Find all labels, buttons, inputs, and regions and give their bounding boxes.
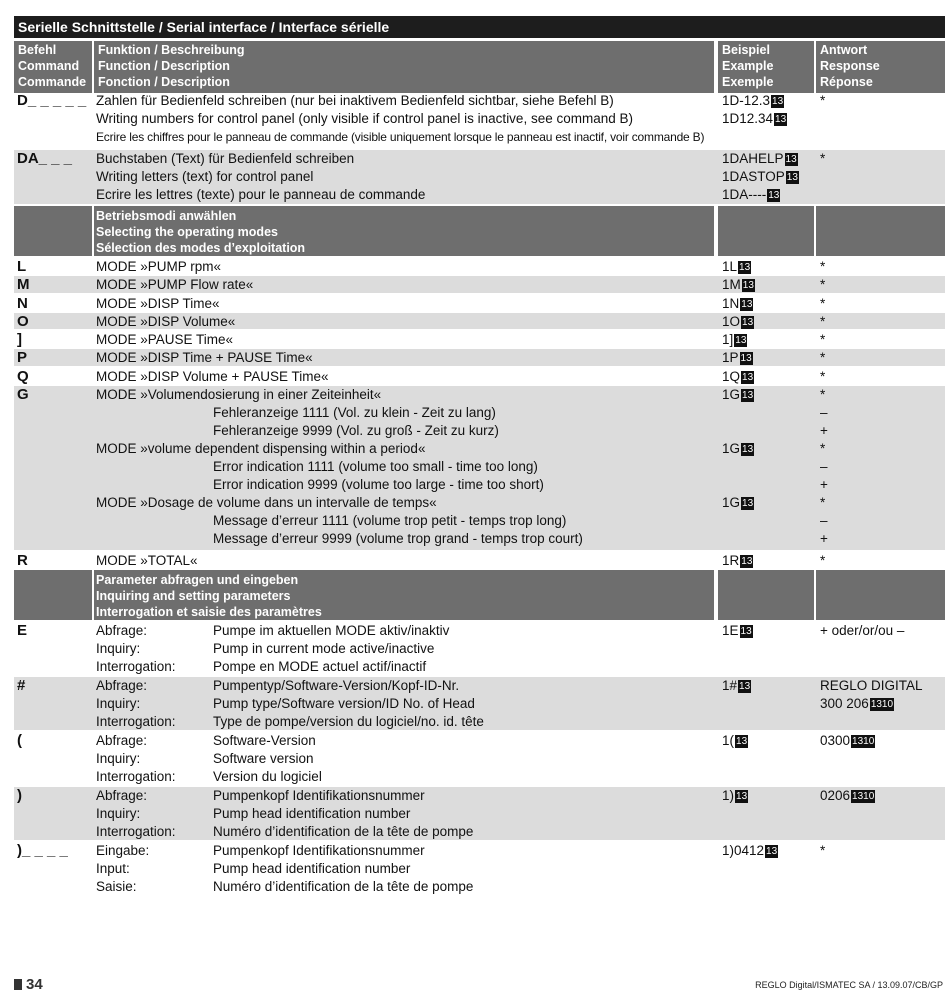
example-line — [722, 276, 817, 294]
carriage-return-symbol: 13 — [742, 371, 754, 383]
description-line: MODE »DISP Volume + PAUSE Time« — [96, 368, 329, 384]
example-text: 1) — [722, 788, 735, 804]
description-line: MODE »DISP Time« — [96, 295, 220, 311]
example-text: 1)0412 — [722, 843, 765, 859]
spacer — [722, 458, 817, 476]
mode-row-r — [14, 552, 945, 568]
response-line: * — [820, 350, 826, 366]
command-cell — [17, 368, 92, 386]
mode-row — [14, 258, 945, 274]
response-line — [820, 622, 945, 640]
parameter-line — [96, 622, 716, 640]
carriage-return-symbol: 13 — [739, 681, 751, 693]
description-line: MODE »PUMP Flow rate« — [96, 277, 254, 293]
parameter-label: Input: — [96, 861, 130, 877]
response-line: + — [820, 423, 828, 439]
example-text: 1P — [722, 350, 739, 366]
example-cell — [722, 732, 817, 750]
description-cell — [96, 331, 716, 349]
parameter-label: Interrogation: — [96, 659, 176, 675]
description-line: MODE »DISP Volume« — [96, 313, 236, 329]
command-cell — [17, 677, 92, 695]
parameter-line — [96, 860, 716, 878]
carriage-return-symbol: 13 — [735, 335, 747, 347]
carriage-return-symbol: 13 — [739, 262, 751, 273]
parameter-label: Abfrage: — [96, 733, 148, 749]
example-cell — [722, 622, 817, 640]
parameter-line — [96, 713, 716, 731]
carriage-return-symbol: 13 — [741, 298, 753, 310]
example-line — [722, 440, 817, 458]
example-cell — [722, 386, 817, 548]
example-text: 1M — [722, 277, 741, 293]
response-cell — [820, 787, 945, 805]
description-cell — [96, 295, 716, 313]
command-code: L — [17, 258, 27, 275]
response-cell — [820, 258, 945, 276]
error-indication-line: Fehleranzeige 1111 (Vol. zu klein - Zeit zu lang) — [213, 405, 496, 421]
parameter-line — [96, 805, 716, 823]
parameter-text: Software version — [213, 751, 314, 767]
example-text: 1G — [722, 387, 741, 403]
parameter-row — [14, 842, 945, 895]
example-line — [722, 258, 817, 276]
example-cell — [722, 92, 817, 128]
response-line: – — [820, 405, 828, 421]
description-cell — [96, 349, 716, 367]
description-cell — [96, 386, 716, 548]
parameter-line — [96, 677, 716, 695]
command-code: D_ _ _ _ _ — [17, 92, 87, 109]
response-cell — [820, 677, 945, 713]
section-gray — [718, 570, 814, 620]
command-code: ) — [17, 787, 22, 805]
command-cell — [17, 150, 92, 168]
parameter-text: Software-Version — [213, 733, 316, 749]
example-line — [722, 494, 817, 512]
error-indication-line: Fehleranzeige 9999 (Vol. zu groß - Zeit zu kurz) — [213, 423, 499, 439]
parameter-line — [96, 750, 716, 768]
carriage-return-symbol: 13 — [766, 846, 778, 858]
parameter-line — [96, 878, 716, 896]
section-title-line: Betriebsmodi anwählen — [96, 209, 237, 223]
carriage-return-symbol: 13 — [775, 114, 787, 125]
example-cell — [722, 331, 817, 349]
header-response: Antwort Response Réponse — [816, 41, 945, 93]
parameter-line — [96, 658, 716, 676]
command-cell — [17, 842, 92, 860]
description-cell — [96, 787, 716, 841]
example-cell — [722, 276, 817, 294]
section-title-line: Inquiring and setting parameters — [96, 589, 291, 604]
response-line: * — [820, 368, 826, 384]
example-line — [722, 331, 817, 349]
parameter-label: Saisie: — [96, 879, 137, 895]
response-text: 0300 — [820, 733, 851, 749]
description-cell — [96, 552, 716, 570]
example-line — [722, 842, 817, 860]
response-line: * — [820, 93, 826, 108]
section-operating-modes — [14, 206, 945, 256]
example-line — [722, 92, 817, 110]
command-cell — [17, 313, 92, 331]
response-line — [820, 842, 945, 860]
example-line — [722, 732, 817, 750]
carriage-return-symbol: 13 — [786, 172, 798, 183]
response-cell — [820, 295, 945, 313]
description-line: Ecrire les chiffres pour le panneau de commande (visible uniquement lorsque le panneau est inactif, voir commande B) — [96, 130, 705, 144]
description-line: MODE »TOTAL« — [96, 553, 198, 569]
response-line — [820, 677, 945, 695]
carriage-return-symbol: 13 — [736, 736, 748, 748]
description-line: Buchstaben (Text) für Bedienfeld schreiben — [96, 151, 355, 166]
description-line: Zahlen für Bedienfeld schreiben (nur bei inaktivem Bedienfeld sichtbar, siehe Befehl B) — [96, 93, 614, 108]
response-cell — [820, 732, 945, 750]
section-title-line: Selecting the operating modes — [96, 225, 278, 239]
parameter-text: Pump type/Software version/ID No. of Head — [213, 696, 475, 712]
parameter-label: Interrogation: — [96, 769, 176, 785]
parameter-line — [96, 695, 716, 713]
example-text: 1D12.34 — [722, 111, 774, 126]
example-line — [722, 186, 817, 204]
command-cell — [17, 331, 92, 349]
example-text: 1O — [722, 313, 741, 329]
parameter-label: Abfrage: — [96, 678, 148, 694]
parameter-row — [14, 732, 945, 785]
section-gray — [718, 206, 814, 256]
parameter-line — [96, 640, 716, 658]
command-code: O — [17, 312, 29, 330]
response-cell — [820, 276, 945, 294]
description-line: MODE »PAUSE Time« — [96, 332, 234, 348]
description-cell — [96, 622, 716, 676]
section-title-line: Parameter abfragen und eingeben — [96, 573, 299, 588]
response-line: * — [820, 313, 826, 329]
mode-row-g — [14, 386, 945, 550]
parameter-text: Numéro d’identification de la tête de pompe — [213, 824, 474, 840]
description-line: MODE »Volumendosierung in einer Zeiteinheit« — [96, 387, 382, 403]
response-cell — [820, 622, 945, 640]
carriage-return-symbol: 1310 — [852, 736, 875, 748]
example-line — [722, 368, 817, 386]
mode-row — [14, 313, 945, 329]
example-text: 1D-12.3 — [722, 93, 771, 108]
example-line — [722, 787, 817, 805]
description-cell — [96, 842, 716, 896]
response-cell — [820, 842, 945, 860]
command-cell — [17, 92, 92, 110]
parameter-row — [14, 622, 945, 675]
command-code: ] — [17, 331, 22, 349]
parameter-line — [96, 768, 716, 786]
response-text: 300 206 — [820, 696, 869, 712]
description-cell — [96, 150, 716, 204]
header-example: Beispiel Example Exemple — [718, 41, 814, 93]
command-code: # — [17, 677, 26, 695]
table-body — [14, 92, 945, 895]
command-cell — [17, 276, 92, 294]
example-cell — [722, 349, 817, 367]
example-text: 1( — [722, 733, 735, 749]
example-text: 1Q — [722, 368, 741, 384]
response-cell — [820, 92, 945, 110]
parameter-text: Pump head identification number — [213, 806, 411, 822]
example-line — [722, 552, 817, 570]
carriage-return-symbol: 13 — [785, 154, 797, 165]
example-cell — [722, 258, 817, 276]
parameter-label: Interrogation: — [96, 824, 176, 840]
response-line: + — [820, 477, 828, 493]
spacer — [722, 530, 817, 548]
spacer — [722, 422, 817, 440]
table-header — [14, 38, 945, 90]
parameter-line — [96, 842, 716, 860]
response-cell — [820, 349, 945, 367]
response-line: * — [820, 332, 826, 348]
response-text: 0206 — [820, 788, 851, 804]
carriage-return-symbol: 13 — [736, 791, 748, 803]
example-text: 1DASTOP — [722, 169, 785, 184]
parameter-text: Type de pompe/version du logiciel/no. id. tête — [213, 714, 484, 730]
response-cell — [820, 331, 945, 349]
description-line: MODE »PUMP rpm« — [96, 259, 222, 274]
response-text: REGLO DIGITAL — [820, 678, 923, 694]
response-line: * — [820, 295, 826, 311]
parameter-text: Pumpenkopf Identifikationsnummer — [213, 788, 425, 804]
example-line — [722, 168, 817, 186]
command-cell — [17, 732, 92, 750]
example-cell — [722, 552, 817, 570]
carriage-return-symbol: 13 — [740, 353, 752, 365]
carriage-return-symbol: 1310 — [852, 791, 875, 803]
parameter-text: Version du logiciel — [213, 769, 322, 785]
response-line: * — [820, 277, 826, 293]
example-cell — [722, 313, 817, 331]
parameter-row — [14, 677, 945, 730]
description-cell — [96, 677, 716, 731]
parameter-line — [96, 787, 716, 805]
example-cell — [722, 842, 817, 860]
command-cell — [17, 552, 92, 570]
example-line — [722, 295, 817, 313]
section-gray — [816, 206, 945, 256]
parameter-row — [14, 787, 945, 840]
command-code: )_ _ _ _ — [17, 842, 68, 860]
error-indication-line: Message d’erreur 9999 (volume trop grand - temps trop court) — [213, 531, 583, 547]
example-text: 1R — [722, 553, 740, 569]
parameter-text: Pumpentyp/Software-Version/Kopf-ID-Nr. — [213, 678, 460, 694]
command-cell — [17, 295, 92, 313]
parameter-line — [96, 732, 716, 750]
mode-row — [14, 331, 945, 347]
command-cell — [17, 622, 92, 640]
page-footer — [14, 976, 945, 994]
example-text: 1G — [722, 441, 741, 457]
response-cell — [820, 313, 945, 331]
command-code: N — [17, 294, 28, 312]
section-title — [94, 206, 714, 256]
command-row — [14, 92, 945, 148]
example-cell — [722, 677, 817, 695]
example-text: 1# — [722, 678, 738, 694]
response-line — [820, 695, 945, 713]
carriage-return-symbol: 13 — [742, 498, 754, 510]
example-line — [722, 110, 817, 128]
error-indication-line: Error indication 9999 (volume too large - time too short) — [213, 477, 544, 493]
description-line: Ecrire les lettres (texte) pour le panneau de commande — [96, 187, 426, 202]
carriage-return-symbol: 13 — [768, 190, 780, 201]
section-title-line: Sélection des modes d’exploitation — [96, 241, 306, 255]
parameter-text: Pumpe im aktuellen MODE aktiv/inaktiv — [213, 623, 450, 639]
carriage-return-symbol: 13 — [742, 444, 754, 456]
example-text: 1E — [722, 623, 739, 639]
page-title: Serielle Schnittstelle / Serial interface / Interface sérielle — [14, 16, 945, 38]
command-code: DA_ _ _ — [17, 150, 73, 167]
description-line: MODE »volume dependent dispensing within a period« — [96, 441, 426, 457]
response-line — [820, 732, 945, 750]
carriage-return-symbol: 13 — [742, 316, 754, 328]
description-cell — [96, 732, 716, 786]
command-code: M — [17, 276, 30, 294]
parameter-label: Abfrage: — [96, 788, 148, 804]
example-cell — [722, 295, 817, 313]
response-text: + oder/or/ou – — [820, 623, 905, 639]
parameter-text: Pump head identification number — [213, 861, 411, 877]
example-text: 1] — [722, 332, 734, 348]
parameter-text: Pompe en MODE actuel actif/inactif — [213, 659, 427, 675]
description-cell — [96, 368, 716, 386]
footer-text: REGLO Digital/ISMATEC SA / 13.09.07/CB/GP — [755, 980, 943, 990]
response-line: * — [820, 495, 826, 511]
command-code: R — [17, 552, 28, 570]
page-marker — [14, 979, 22, 990]
mode-row — [14, 368, 945, 384]
example-text: 1DA---- — [722, 187, 767, 202]
error-indication-line: Error indication 1111 (volume too small - time too long) — [213, 459, 538, 475]
description-cell — [96, 313, 716, 331]
carriage-return-symbol: 13 — [742, 390, 754, 402]
description-line: Writing letters (text) for control panel — [96, 169, 314, 184]
description-cell — [96, 258, 716, 276]
section-title — [94, 570, 714, 620]
example-text: 1G — [722, 495, 741, 511]
command-row — [14, 150, 945, 204]
response-line: + — [820, 531, 828, 547]
section-gray — [816, 570, 945, 620]
carriage-return-symbol: 13 — [741, 556, 753, 568]
command-cell — [17, 349, 92, 367]
response-cell — [820, 552, 945, 570]
serial-interface-table — [14, 16, 945, 895]
example-text: 1L — [722, 259, 738, 274]
command-code: P — [17, 349, 28, 367]
description-line: MODE »DISP Time + PAUSE Time« — [96, 350, 313, 366]
example-line — [722, 150, 817, 168]
header-function: Funktion / Beschreibung Function / Description Fonction / Description — [94, 41, 714, 93]
section-parameters — [14, 570, 945, 620]
example-text: 1DAHELP — [722, 151, 784, 166]
spacer — [722, 404, 817, 422]
response-line: * — [820, 441, 826, 457]
response-line: * — [820, 151, 826, 166]
section-gray — [14, 206, 92, 256]
response-line: – — [820, 513, 828, 529]
example-line — [722, 677, 817, 695]
spacer — [722, 512, 817, 530]
example-cell — [722, 150, 817, 204]
command-code: G — [17, 386, 29, 404]
parameter-label: Eingabe: — [96, 843, 150, 859]
parameter-text: Pump in current mode active/inactive — [213, 641, 435, 657]
command-cell — [17, 386, 92, 404]
command-cell — [17, 258, 92, 276]
response-line: – — [820, 459, 828, 475]
mode-row — [14, 276, 945, 292]
carriage-return-symbol: 1310 — [870, 699, 894, 711]
section-title-line: Interrogation et saisie des paramètres — [96, 605, 322, 620]
parameter-label: Inquiry: — [96, 806, 141, 822]
header-command: Befehl Command Commande — [14, 41, 92, 93]
example-text: 1N — [722, 295, 740, 311]
parameter-text: Numéro d’identification de la tête de pompe — [213, 879, 474, 895]
description-cell — [96, 92, 716, 146]
parameter-label: Inquiry: — [96, 641, 141, 657]
description-line: MODE »Dosage de volume dans un intervalle de temps« — [96, 495, 437, 511]
example-cell — [722, 787, 817, 805]
example-cell — [722, 368, 817, 386]
response-line: * — [820, 259, 826, 274]
example-line — [722, 313, 817, 331]
parameter-text: Pumpenkopf Identifikationsnummer — [213, 843, 425, 859]
parameter-label: Abfrage: — [96, 623, 148, 639]
section-gray — [14, 570, 92, 620]
response-line: * — [820, 387, 826, 403]
spacer — [722, 476, 817, 494]
mode-row — [14, 349, 945, 365]
response-text: * — [820, 843, 826, 859]
response-cell — [820, 386, 945, 548]
example-line — [722, 622, 817, 640]
response-line — [820, 787, 945, 805]
parameter-line — [96, 823, 716, 841]
error-indication-line: Message d’erreur 1111 (volume trop petit - temps trop long) — [213, 513, 567, 529]
command-code: ( — [17, 732, 22, 750]
example-line — [722, 349, 817, 367]
parameter-label: Inquiry: — [96, 751, 141, 767]
response-line: * — [820, 553, 826, 569]
response-cell — [820, 150, 945, 168]
command-cell — [17, 787, 92, 805]
description-cell — [96, 276, 716, 294]
page-number: 34 — [26, 976, 43, 993]
description-line: Writing numbers for control panel (only visible if control panel is inactive, see command B) — [96, 111, 633, 126]
mode-row — [14, 295, 945, 311]
carriage-return-symbol: 13 — [740, 626, 752, 638]
carriage-return-symbol: 13 — [742, 280, 754, 292]
parameter-label: Inquiry: — [96, 696, 141, 712]
carriage-return-symbol: 13 — [772, 96, 784, 107]
example-line — [722, 386, 817, 404]
response-cell — [820, 368, 945, 386]
command-code: E — [17, 622, 28, 640]
command-code: Q — [17, 367, 29, 385]
parameter-label: Interrogation: — [96, 714, 176, 730]
